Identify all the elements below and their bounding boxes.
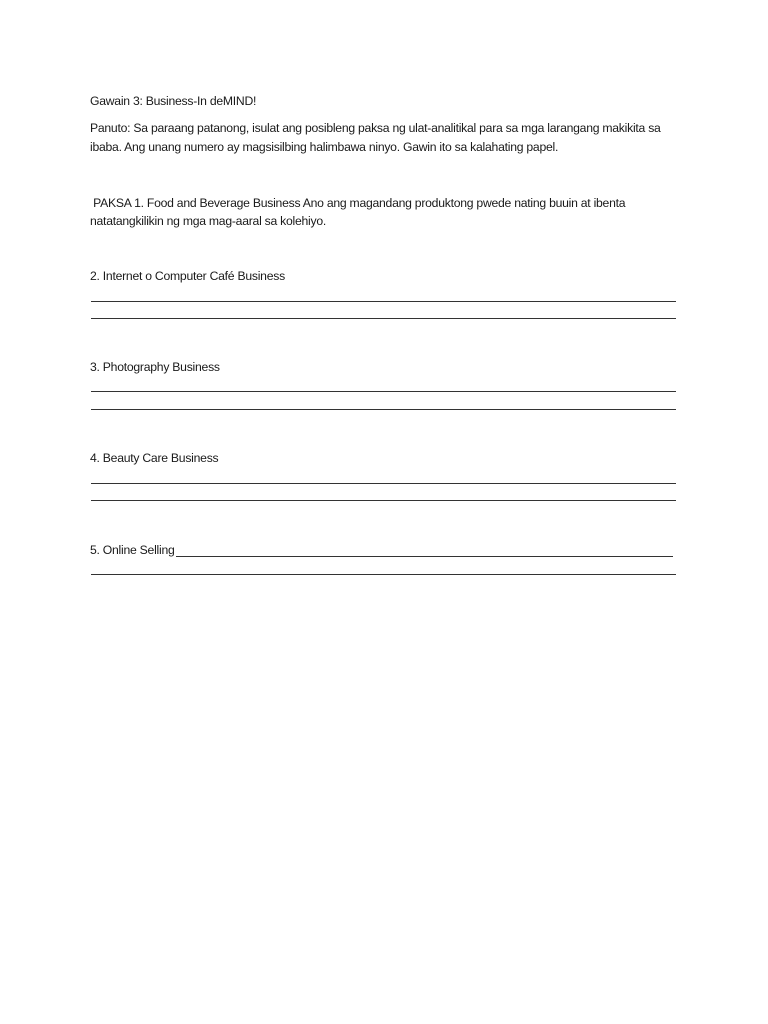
answer-line[interactable] [91, 483, 676, 484]
item-internet-cafe-label: 2. Internet o Computer Café Business [90, 269, 285, 283]
answer-line[interactable] [91, 301, 676, 302]
item-online-selling-label: 5. Online Selling [90, 543, 175, 557]
example-line-2: natatangkilikin ng mga mag-aaral sa kolehiyo. [90, 214, 327, 228]
item-beauty-care-label: 4. Beauty Care Business [90, 451, 219, 465]
answer-line[interactable] [91, 391, 676, 392]
instructions-line-2: ibaba. Ang unang numero ay magsisilbing halimbawa ninyo. Gawin ito sa kalahating papel. [90, 140, 559, 154]
answer-line[interactable] [91, 574, 676, 575]
item-photography-label: 3. Photography Business [90, 360, 220, 374]
activity-title: Gawain 3: Business-In deMIND! [90, 94, 257, 108]
answer-line[interactable] [91, 500, 676, 501]
answer-line[interactable] [91, 318, 676, 319]
instructions-line-1: Panuto: Sa paraang patanong, isulat ang posibleng paksa ng ulat-analitikal para sa mga larangang makikita sa [90, 121, 661, 135]
answer-line[interactable] [91, 409, 676, 410]
answer-line[interactable] [176, 556, 673, 557]
example-line-1: PAKSA 1. Food and Beverage Business Ano ang magandang produktong pwede nating buuin at ibenta [90, 196, 626, 210]
